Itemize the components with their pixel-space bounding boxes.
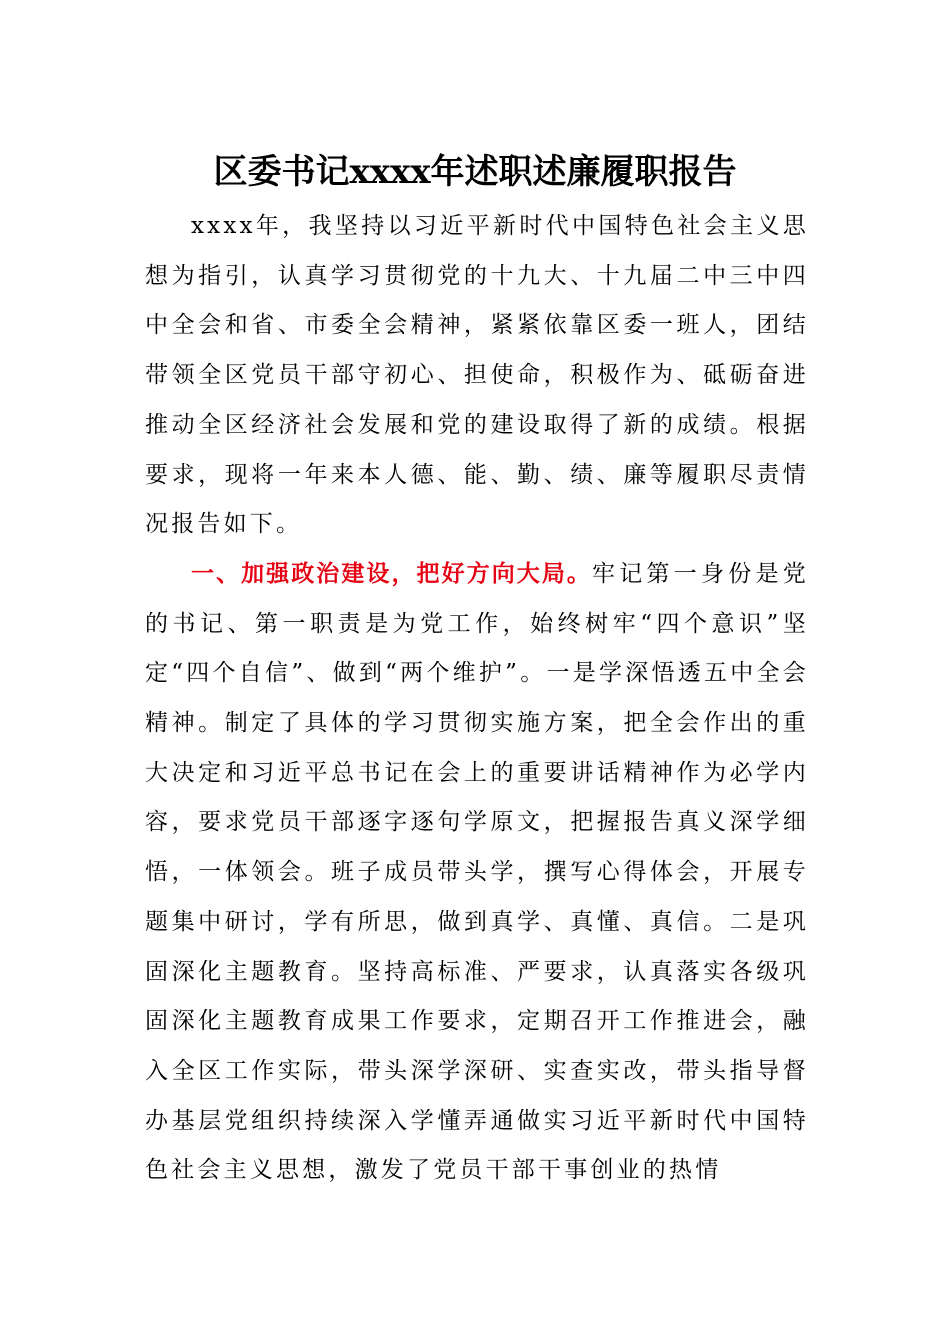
document-body: [145, 202, 809, 1196]
section-1-paragraph: [145, 550, 809, 1196]
intro-paragraph: xxxx年，我坚持以习近平新时代中国特色社会主义思想为指引，认真学习贯彻党的十九大、十九届二中三中四中全会和省、市委全会精神，紧紧依靠区委一班人，团结带领全区党员干部守初心、担使命，积极作为、砥砺奋进推动全区经济社会发展和党的建设取得了新的成绩。根据要求，现将一年来本人德、能、勤、绩、廉等履职尽责情况报告如下。: [145, 213, 809, 538]
document-title: 区委书记xxxx年述职述廉履职报告: [213, 152, 737, 192]
section-1-heading: 一、加强政治建设，把好方向大局。: [191, 560, 592, 587]
section-1-body: 牢记第一身份是党的书记、第一职责是为党工作，始终树牢“四个意识”坚定“四个自信”、做到“两个维护”。一是学深悟透五中全会精神。制定了具体的学习贯彻实施方案，把全会作出的重大决定和习近平总书记在会上的重要讲话精神作为必学内容，要求党员干部逐字逐句学原文，把握报告真义深学细悟，一体领会。班子成员带头学，撰写心得体会，开展专题集中研讨，学有所思，做到真学、真懂、真信。二是巩固深化主题教育。坚持高标准、严要求，认真落实各级巩固深化主题教育成果工作要求，定期召开工作推进会，融入全区工作实际，带头深学深研、实查实改，带头指导督办基层党组织持续深入学懂弄通做实习近平新时代中国特色社会主义思想，激发了党员干部干事创业的热情: [145, 560, 809, 1184]
